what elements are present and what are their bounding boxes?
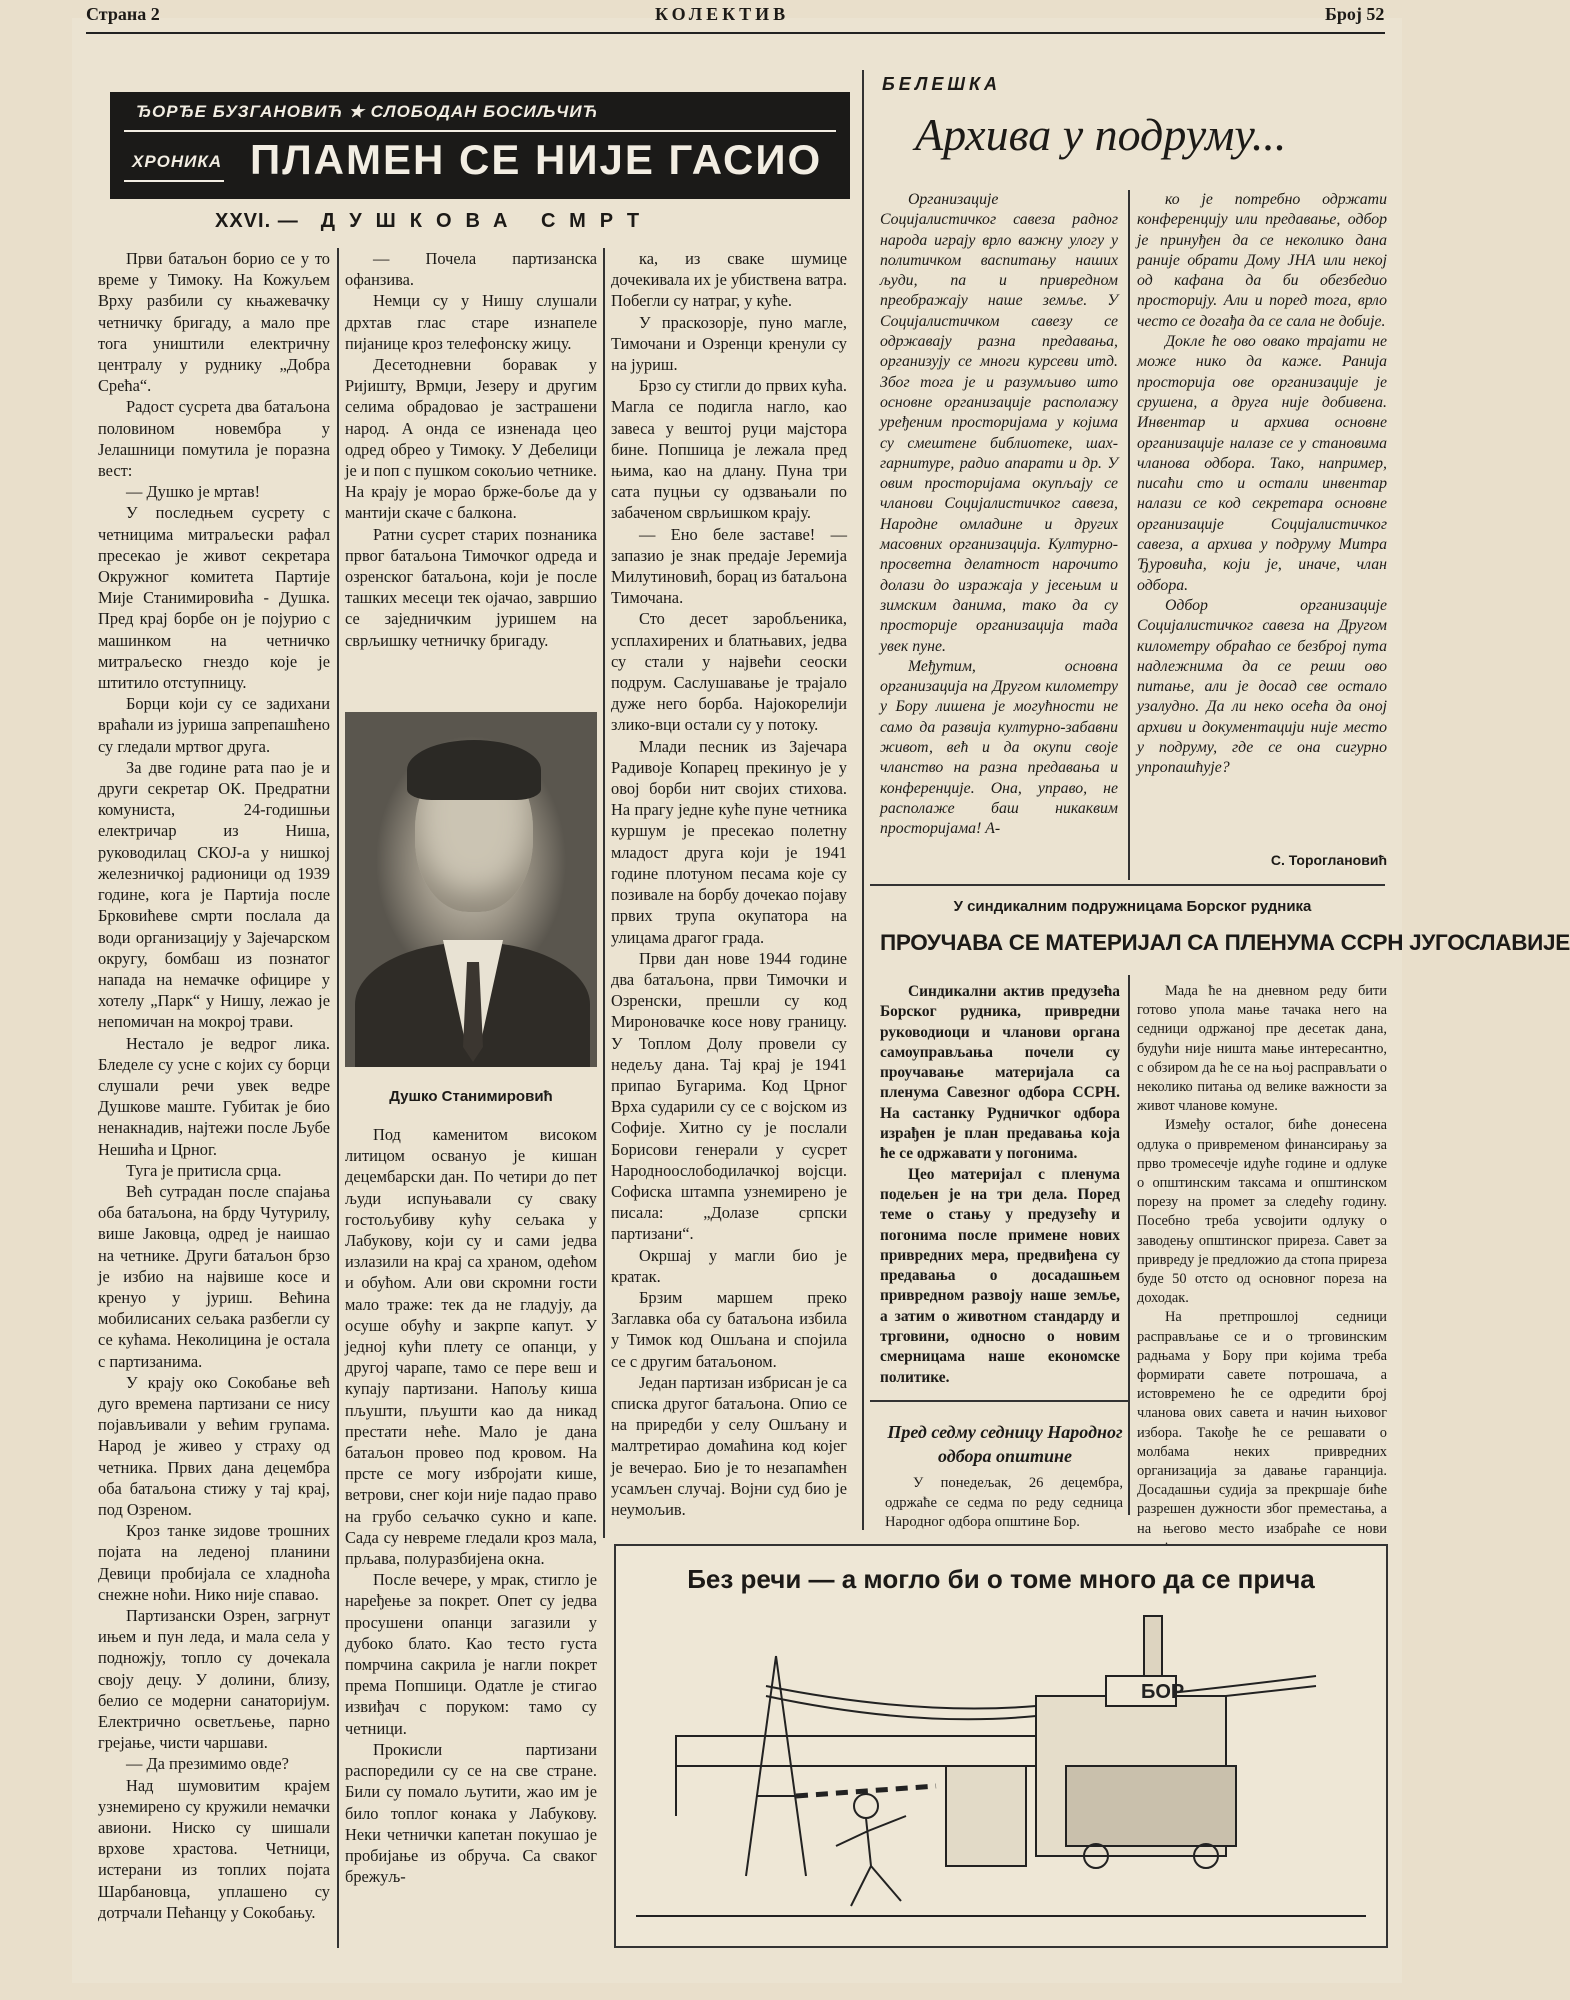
page-number: Страна 2 [86, 4, 160, 24]
paragraph: ко је потребно одржати конференцију или предавање, одбор је принуђен да се неколико дана раније обрати Дому ЈНА или некој од кафана да би обезбедио просторију. Али и поред тога, врло често се догађа да се сала не добије. [1137, 191, 1387, 330]
column-rule [337, 248, 339, 1948]
cartoon-box [614, 1544, 1388, 1948]
story-column-2-bottom [345, 1124, 597, 1887]
paragraph: Под каменитом високом литицом освануо је кишан децембарски дан. По четири до пет људи испуњавали су сваку гостољубиву кућу сељака у Лабукову, који су и сами једва излазили на крај са храном, одећом и обућом. Али ови скромни гости мало траже: тек да не гладују, да осуше обућу и закрпе капут. У једној кући плету се опанци, у другој чарапе, тамо се пере веш и купају партизани. Напољу киша пљушти, пљушти као да никад престати неће. Мало је дана батаљон провео под кровом. На прсте се могу избројати кише, ветрови, снег који није падао право на грубо сељачко сукно и капе. Сада су невреме гледали кроз мала, прљава, полуразбијена окна. [345, 1125, 597, 1569]
banner-label-rule [124, 180, 224, 182]
column-rule [1128, 190, 1130, 880]
portrait-photo [345, 712, 597, 1067]
section-rule [862, 70, 864, 1530]
session-paragraph: У понедељак, 26 децембра, одржаће се седма по реду седница Народног одбора општине Бор. [885, 1475, 1123, 1530]
paragraph: Ратни сусрет старих познаника првог батаљона Тимочког одреда и озренског батаљона, који је после ташких месеци тек ојачао, завршио се заједничким јуришем на сврљишку четничку бригаду. [345, 524, 597, 650]
paragraph: Први дан нове 1944 године два батаљона, први Тимочки и Озренски, прешли су код Мироновачке косе нову границу. У Топлом Долу провели су недељу дана. Тај крај је 1941 припао Бугарима. Код Црног Врха сударили су се с војском из Софије. Хитно су је послали Борисови генерали у сусрет Народноослободилачкој војсци. Софиска штампа узнемирено је писала: „Долазе српски партизани“. [611, 948, 847, 1244]
cartoon-sign: БОР [1141, 1681, 1185, 1703]
note-column-1 [880, 190, 1118, 840]
chapter-number: XXVI. — [215, 210, 299, 232]
paragraph: У последњем сусрету с четницима митраљески рафал пресекао је живот секретара Окружног комитета Партије Мије Станимировића - Душка. Пред крај борбе он је појурио с машинком на четничко митраљеско гнездо које је штитило отступницу. [98, 503, 330, 693]
chapter-title: ДУШКОВА СМРТ [320, 210, 654, 232]
note-title: Архива у подруму... [915, 109, 1287, 160]
note-column-2 [1137, 190, 1387, 779]
column-rule [1128, 975, 1130, 1515]
paragraph: У праскозорје, пуно магле, Тимочани и Озренци кренули су на јуриш. [611, 312, 847, 375]
banner-label: ХРОНИКА [132, 152, 223, 171]
paragraph: За две године рата пао је и други секретар ОК. Предратни комуниста, 24-годишњи електричар из Ниша, руководилац СКОЈ-а у нишкој железничкој радионици од 1939 године, кога је Партија после Брковићеве смрти послала да води организацију у Зајечарском округу, бомбаш из познатог напада на немачке официре у хотелу „Парк“ у Нишу, лежао је непомичан на мокрој трави. [98, 757, 330, 1032]
union-column-2 [1137, 982, 1387, 1558]
union-headline: ПРОУЧАВА СЕ МАТЕРИЈАЛ СА ПЛЕНУМА ССРН ЈУГОСЛАВИЈЕ [880, 930, 1570, 955]
paragraph: Сто десет заробљеника, усплахирених и блатњавих, једва су стали у највећи сеоски подрум. Саслушавање је трајало дуже него борба. Најокорелији злико-вци остали су у потоку. [611, 609, 847, 735]
paragraph: — Да презимимо овде? [126, 1754, 289, 1774]
paragraph: Млади песник из Зајечара Радивоје Копарец прекинуо је у овој борби нит својих стихова. На прагу једне куће пуне четника куршум је пресекао полетну младост друга који је 1941 године плотуном песама које су позивале на борбу дочекао појаву првих трупа окупатора на улицама драгог града. [611, 736, 847, 947]
cartoon-title: Без речи — а могло би о томе много да се прича [687, 1564, 1315, 1594]
man-head [854, 1794, 878, 1818]
column-rule [603, 248, 605, 1538]
guard-booth [946, 1766, 1026, 1866]
banner-title: ПЛАМЕН СЕ НИЈЕ ГАСИО [250, 136, 823, 183]
paragraph: Већ сутрадан после спајања оба батаљона, на брду Чутурилу, више Јаковца, одред је наишао на четнике. Други батаљон брзо је избио на највише косе и кренуо у јуриш. Већина мобилисаних сељака разбегли су се кућама. Неколицина је остала с партизанима. [98, 1181, 330, 1371]
paragraph: Докле ће ово овако трајати не може нико да каже. Ранија просторија ове организације је срушена, а друга није добивена. Инвентар и архива основне организације налазе се у становима чланова одбора. Тако, например, писаћи сто и остали инвентар налази се код секретара основне организације Социјалистичког савеза, а архива у подруму Митра Ђуровића, који је, иначе, члан одбора. [1137, 333, 1387, 594]
cartoon-illustration [616, 1616, 1386, 1946]
paragraph: После вечере, у мрак, стигло је наређење за покрет. Опет су једва просушени опанци загазили у дубоко блато. Као тесто густа помрчина сакрила је нагли покрет према Попшици. Одатле је стигао извиђач с поруком: тамо су четници. [345, 1570, 597, 1738]
paragraph: Прокисли партизани распоредили су се на све стране. Били су помало љутити, жао им је било топлог конака у Лабукову. Неки четнички капетан покушао је пробијање из обруча. Са сваког брежуљ- [345, 1739, 597, 1887]
paragraph: Цео материјал с пленума подељен је на три дела. Поред теме о стању у предузећу и погонима после примене нових привредних мера, предвиђена су предавања о досадашњем привредном развоју наше земље, а затим о животном стандарду и трговини, односно о новим смерницама наше економске политике. [880, 1165, 1120, 1386]
union-kicker: У синдикалним подружницама Борског рудника [953, 898, 1312, 915]
paragraph: Над шумовитим крајем узнемирено су кружили немачки авиони. Ниско су шишали врхове храстова. Четници, истерани из топлих појата Шарбановца, уплашено су дотрчали Пећанцу у Сокобању. [98, 1775, 330, 1922]
wagon [1066, 1766, 1236, 1846]
section-rule [870, 884, 1385, 886]
paragraph: Немци су у Нишу слушали дрхтав глас старе изнапеле пијанице кроз телефонску жицу. [345, 291, 597, 353]
paragraph: Партизански Озрен, загрнут ињем и пун леда, и мала села у подножју, топло су дочекала своју децу. У долини, близу, белио се модерни санаторијум. Електрично осветљење, парно грејање, чисти чаршави. [98, 1606, 330, 1753]
banner-authors: ЂОРЂЕ БУЗГАНОВИЋ ★ СЛОБОДАН БОСИЉЧИЋ [136, 102, 599, 121]
paragraph: Први батаљон борио се у то време у Тимоку. На Кожуљем Врху разбили су књажевачку четничку бригаду, а мало пре тога уништили електричну централу у руднику „Добра Срећа“. [98, 249, 330, 396]
banner-divider [124, 130, 836, 132]
story-column-2-top [345, 248, 597, 651]
paragraph: Брзо су стигли до првих кућа. Магла се подигла нагло, као завеса у вештој руци мајстора бине. Попшица је лежала пред њима, као на длану. Пуна три сата пуцњи су одзвањали по забаченом сврљишком крају. [611, 376, 847, 523]
paragraph: ка, из сваке шумице дочекивала их је убиствена ватра. Побегли су натраг, у куће. [611, 249, 847, 311]
paragraph: Радост сусрета два батаљона половином новембра у Јелашници помутила је поразна вест: [98, 397, 330, 481]
paragraph: Један партизан избрисан је са списка другог батаљона. Опио се на приредби у селу Ошљану и малтретирао домаћина код којег је вечерао. Био је то незапамћен усамљен случај. Војни суд био је неумољив. [611, 1372, 847, 1519]
paragraph: Десетодневни боравак у Ријишту, Врмџи, Језеру и другим селима обрадовао је застрашени народ. А онда се изненада цео одред обрео у Тимоку. У Дебелици је и поп с пушком сокољио четнике. На крају је морао брже-боље да у мантији скаче с балкона. [345, 355, 598, 523]
paragraph: На претпрошлој седници расправљање се и о трговинским радњама у Бору при којима треба формирати савете потрошача, а истовремено ће се одредити број чланова ових савета и начин њиховог избора. Такође ће се решавати о молбама неких привредних организација за давање гаранција. Досадашњи судија за прекршаје биће разрешен дужности због преместања, а на његово место изабраће се нови [1137, 1309, 1387, 1537]
paragraph: Организације Социјалистичког савеза радног народа играју врло важну улогу у политичком васпитању наших људи, па и привредном преображају наше земље. У Социјалистичком савезу се одржавају разна предавања, организују се многи курсеви итд. Због тога је и разумљиво што основне организације располажу уређеним просторијама у којима су смештене библиотеке, шах-гарнитуре, радио апарати и др. У овим просторијама окупљају се чланови Социјалистичког савеза, Народне омладине и других масовних организација. Културно-просветна делатност нарочито долази до изражаја у јесењим и зимским данима, тако да су просторије организација тада увек пуне. [880, 191, 1118, 655]
paragraph: Борци који су се задихани враћали из јуриша запрепашћено су гледали мртвог друга. [98, 694, 330, 756]
note-label: БЕЛЕШКА [882, 74, 1002, 94]
note-signature: С. Торогланoвић [1270, 852, 1387, 868]
paragraph: Међутим, основна организација на Другом километру у Бору лишена је могућности не само да развија културно-забавни живот, већ и да окупи своје чланство на разна предавања и конференције. Она, управо, не располаже баш никаквим просторијама! А- [880, 657, 1118, 838]
session-text [885, 1474, 1123, 1533]
paragraph: Нестало је ведрог лика. Бледеле су усне с којих су борци слушали речи увек ведре Душкове маште. Губитак је био ненакнадив, најтежи после Љубе Нешића и Црног. [98, 1033, 330, 1159]
paragraph: — Ено беле заставе! — запазио је знак предаје Јеремија Милутиновић, борац из батаљона Тимочана. [611, 524, 847, 608]
paragraph: Туга је притисла срца. [126, 1160, 282, 1180]
paragraph: Брзим маршем преко Заглавка оба су батаљона избила у Тимок код Ошљана и спојила се с другим батаљоном. [611, 1287, 847, 1371]
paragraph: У крају око Сокобање већ дуго времена партизани се нису појављивали у већим групама. Народ је живео у страху од четника. Првих дана децембра оба батаљона стижу у тај крај, под Озреном. [98, 1372, 330, 1519]
header-rule [86, 32, 1385, 34]
issue-number: Број 52 [1325, 4, 1385, 24]
photo-caption: Душко Станимировић [389, 1088, 553, 1105]
paragraph: Између осталог, биће донесена одлука о привременом финансирању за прво тромесечје идуће године и одлуке о општинским таксама и општинском порезу на промет за следећу годину. Посебно треба усвојити одлуку о заводењу општинског прирезa. Савет за привреду је предложио да стопа прирезa буде 50 отсто од основног пореза на доходак. [1137, 1117, 1387, 1307]
paragraph: — Душко је мртав! [126, 482, 261, 502]
section-rule [870, 1400, 1128, 1402]
paragraph: Мада ће на дневном реду бити готово упола мање тачака него на седници одржаној пре десетак дана, будући није ништа мање интересантно, с обзиром да ће се на њој расправљати о неколико питања од велике важности за живот чланове комуне. [1137, 983, 1387, 1115]
man-body [836, 1816, 906, 1906]
paragraph: Синдикални актив предузећа Борског рудника, привредни руководиоци и чланови органа самоуправљања почели су проучавање материјала са пленума Савезног одбора ССРН. На састанку Рудничког одбора израђен је план предавања која ће се одржавати у погонима. [880, 983, 1120, 1163]
union-column-1 [880, 982, 1120, 1388]
masthead: КОЛЕКТИВ [655, 4, 790, 24]
chapter-heading [215, 210, 653, 233]
paragraph: Одбор организације Социјалистичког савеза на Другом километру обраћао се безброј пута надлежнима да се реши ово питање, али је досад све остало узалудно. Да ли неко осећа да оној архиви и документацији није место у подруму, где се она сигурно упропашћује? [1137, 596, 1387, 777]
paragraph: Окршај у магли био је кратак. [611, 1245, 847, 1286]
paragraph: Кроз танке зидове трошних појата на леденој планини Девици пробијала се хладноћа снежне ноћи. Нико није спавао. [98, 1521, 330, 1604]
story-column-1 [98, 248, 330, 1923]
session-title: Пред седму седницу Народног одбора општине [887, 1422, 1123, 1466]
paragraph: — Почела партизанска офанзива. [345, 249, 597, 290]
serial-banner [110, 92, 850, 199]
story-column-3 [611, 248, 847, 1520]
photo-hair [407, 740, 541, 800]
